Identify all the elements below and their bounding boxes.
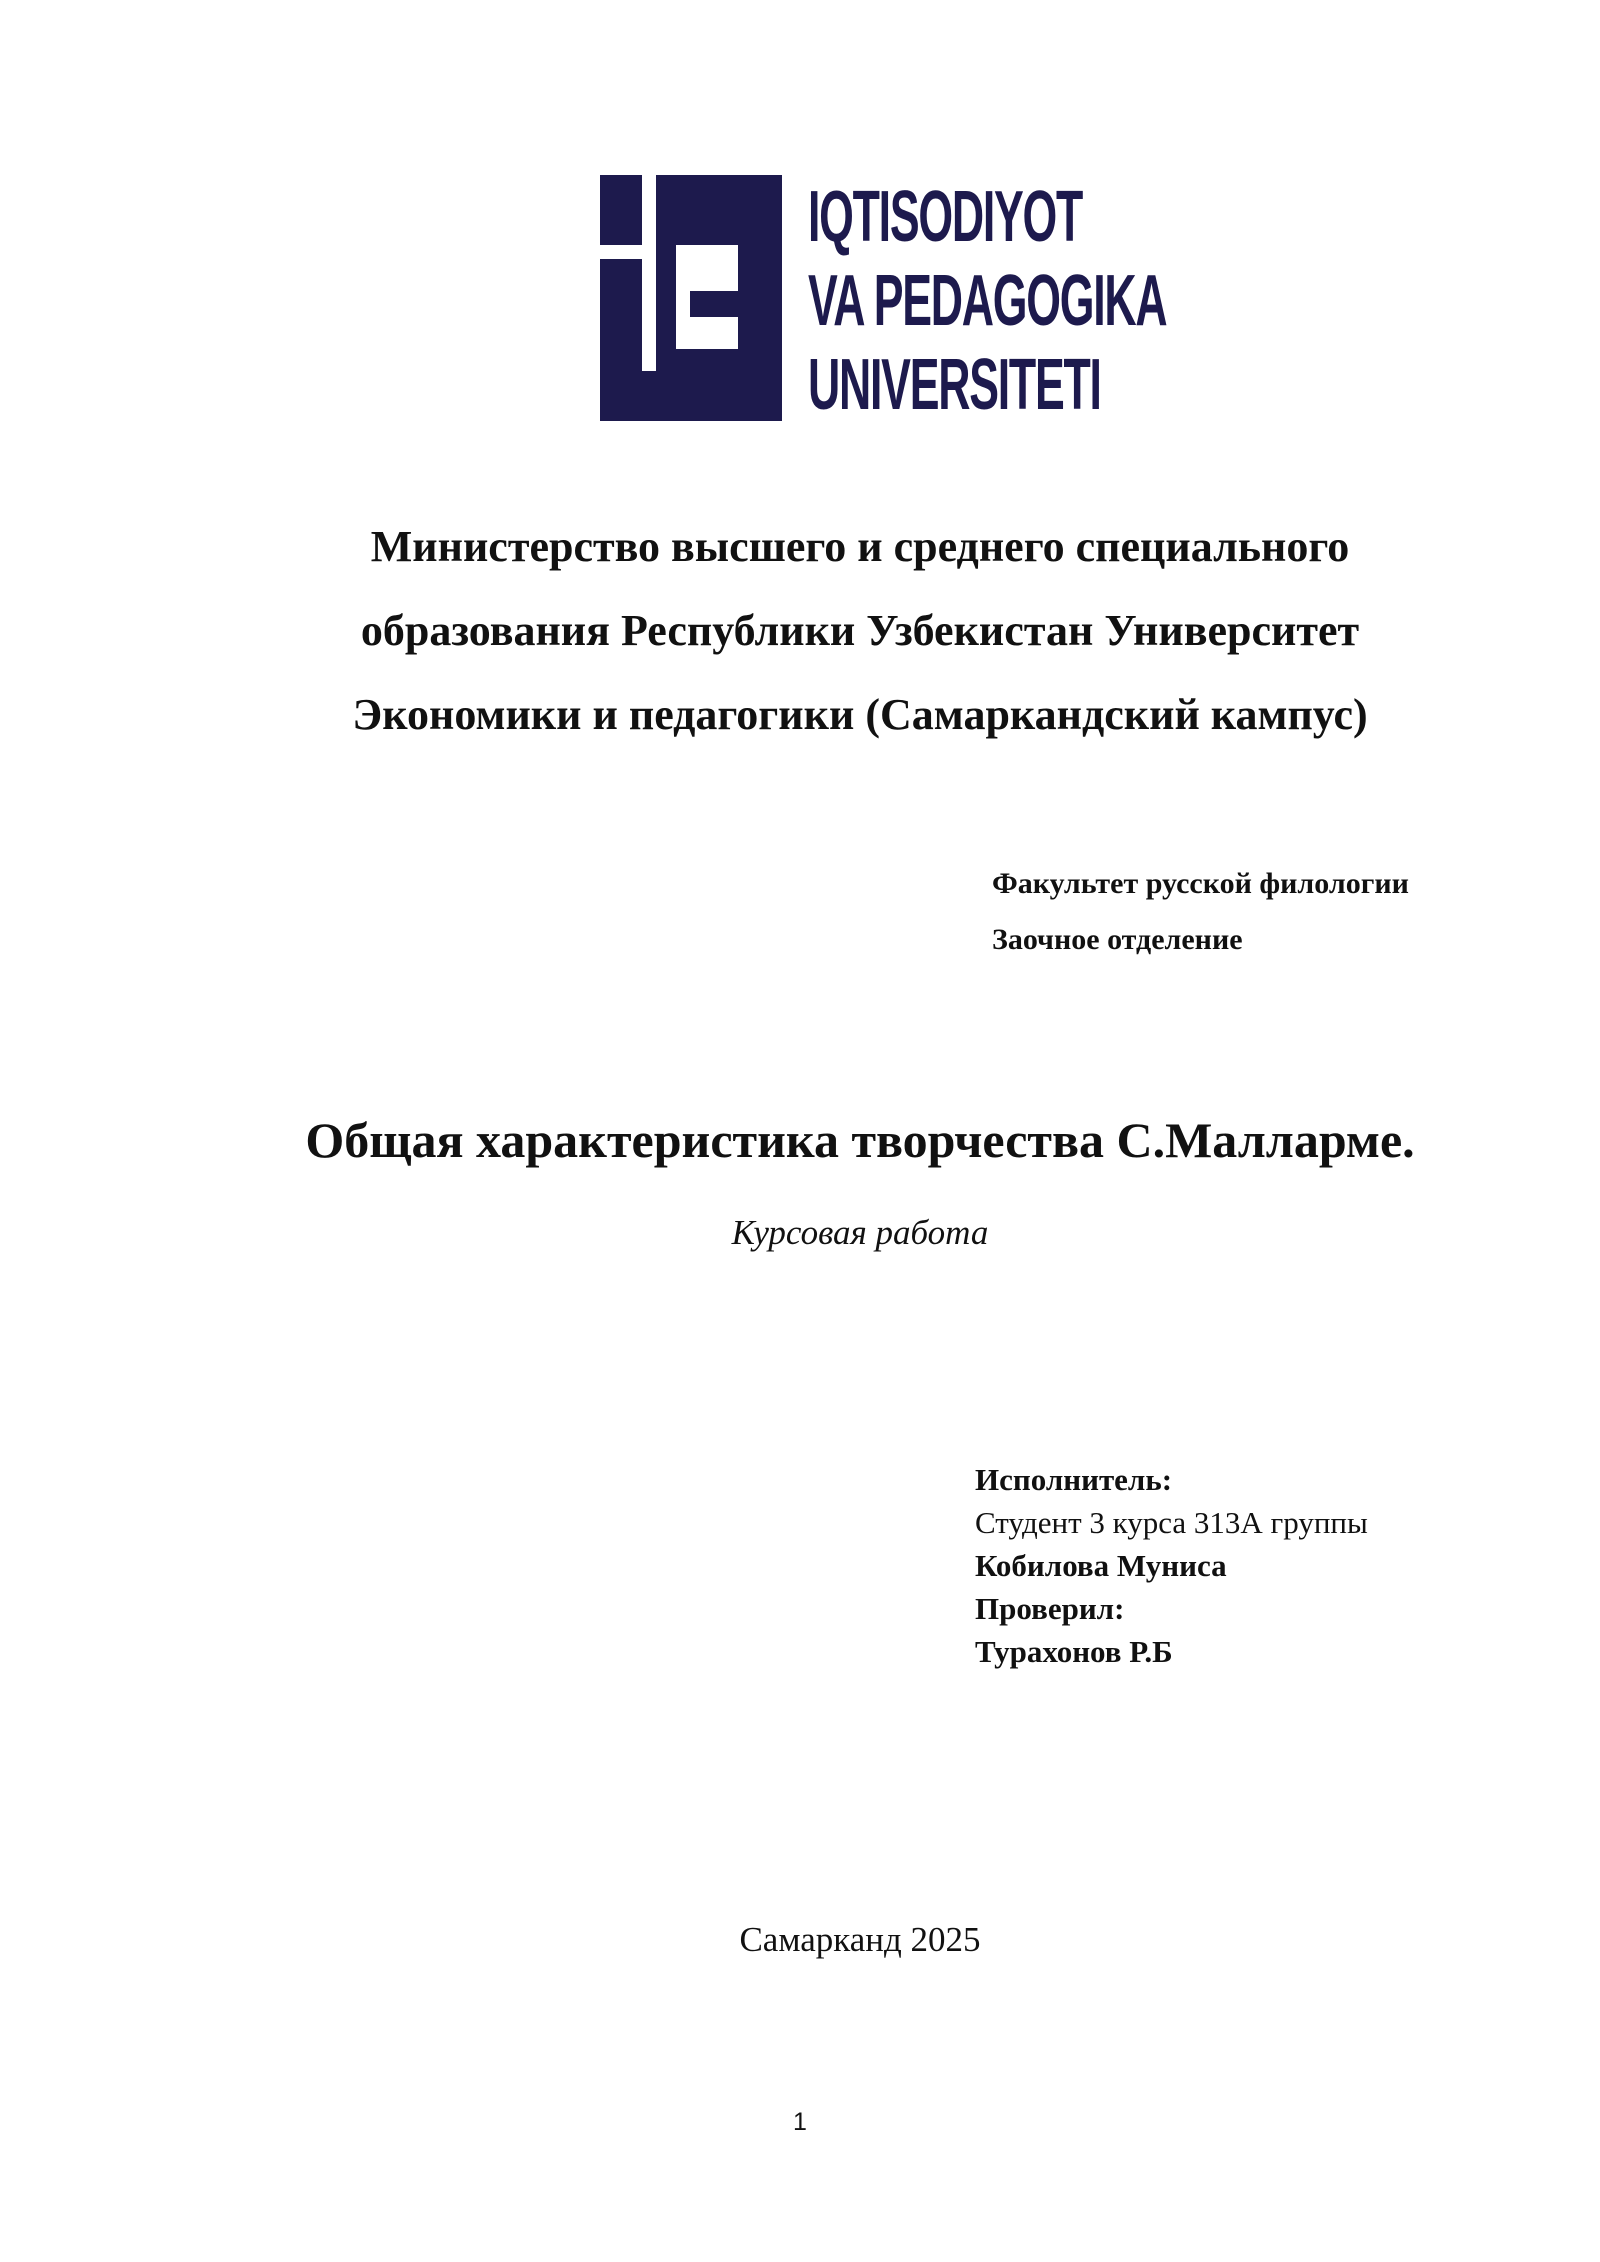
ministry-line-2: образования Республики Узбекистан Университет [360, 606, 1360, 655]
logo-line-2: VA PEDAGOGIKA [808, 261, 1167, 341]
executor-student: Студент 3 курса 313А группы [975, 1505, 1368, 1540]
page-number: 1 [793, 2108, 807, 2136]
executor-label: Исполнитель: [975, 1462, 1173, 1497]
university-logo-icon [600, 175, 782, 421]
checked-label: Проверил: [975, 1591, 1125, 1626]
university-logo [600, 175, 1167, 425]
faculty-block [992, 856, 1512, 968]
executor-block [975, 1458, 1535, 1673]
logo-line-1: IQTISODIYOT [808, 177, 1083, 257]
faculty-name: Факультет русской филологии [992, 867, 1409, 900]
university-logo-text [808, 175, 1167, 425]
faculty-department: Заочное отделение [992, 923, 1243, 956]
ministry-line-3: Экономики и педагогики (Самаркандский кампус) [352, 690, 1368, 739]
logo-line-3: UNIVERSITETI [808, 345, 1101, 425]
executor-name: Кобилова Муниса [975, 1548, 1227, 1583]
ministry-line-1: Министерство высшего и среднего специального [370, 522, 1350, 571]
document-subtitle: Курсовая работа [731, 1213, 989, 1252]
checker-name: Турахонов Р.Б [975, 1634, 1173, 1669]
document-title: Общая характеристика творчества С.Малларме. [305, 1112, 1415, 1168]
ministry-header [200, 505, 1520, 757]
city-year: Самарканд 2025 [739, 1920, 981, 1959]
